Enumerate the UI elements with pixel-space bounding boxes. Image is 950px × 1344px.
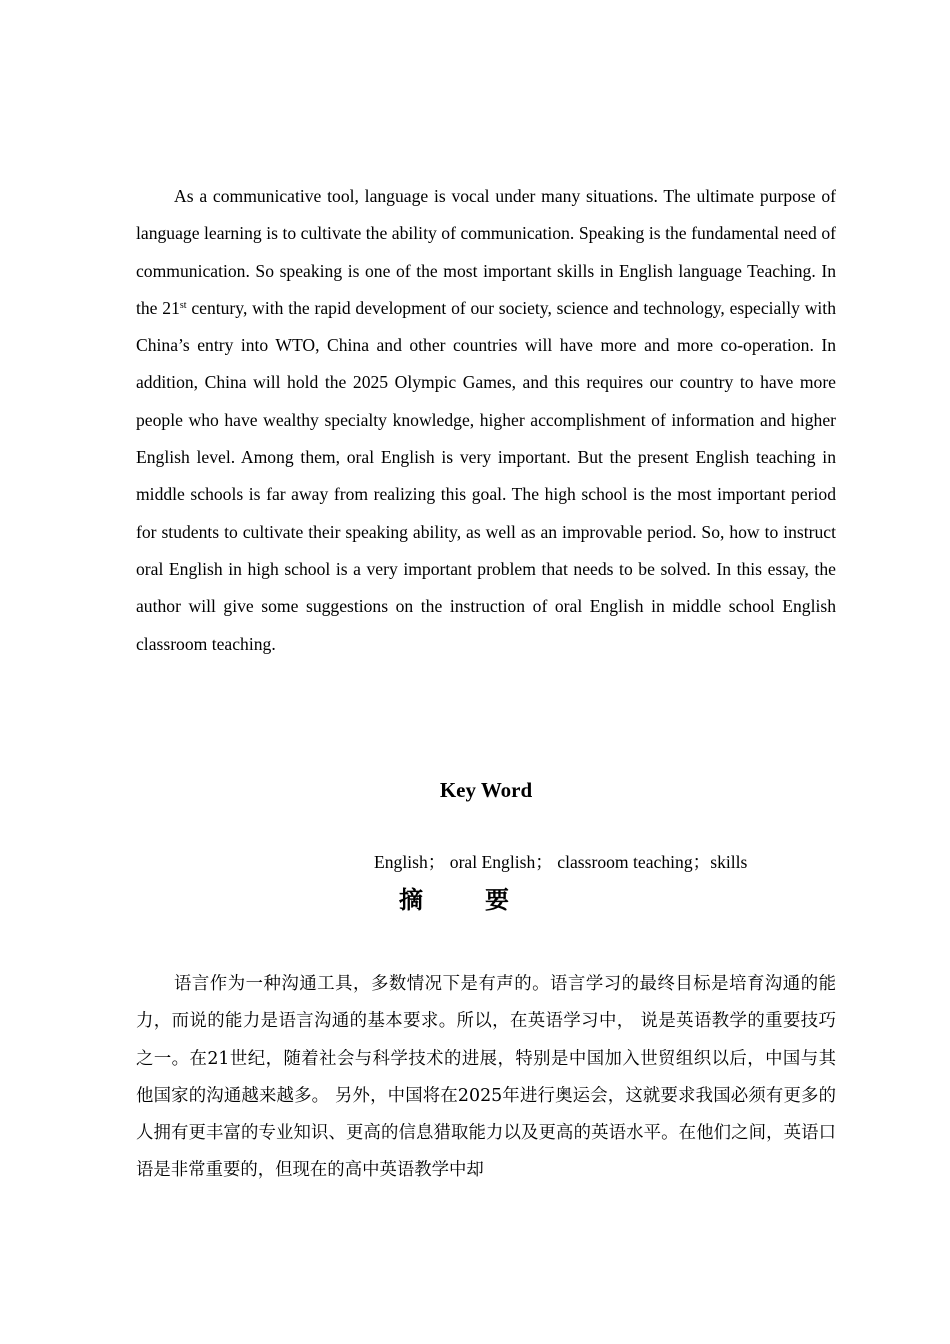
- english-abstract-text-part-1: As a communicative tool, language is vocal under many situations. The ultimate purpose of language learning is to cultivate the ability of communication. Speaking is the fundamental need of communication. So speaking is one of the most important skills in English language Teaching. In the 21: [136, 186, 836, 318]
- keyword-item: oral English；: [449, 852, 553, 872]
- chinese-abstract-heading: [0, 883, 908, 917]
- keyword-item: English；: [374, 852, 446, 872]
- english-abstract-paragraph: [136, 178, 836, 663]
- keywords-heading: Key Word: [439, 778, 533, 802]
- heading-char: 要: [485, 886, 509, 914]
- keyword-item: classroom teaching；: [557, 852, 711, 872]
- heading-char: 摘: [399, 886, 423, 914]
- english-abstract-text-part-2: century, with the rapid development of our society, science and technology, especially with China’s entry into WTO, China and other countries will have more and more co-operation. In addition, China will hold the 2025 Olympic Games, and this requires our country to have more people who have wealthy specialty knowledge, higher accomplishment of information and higher English level. Among them, oral English is very important. But the present English teaching in middle schools is far away from realizing this goal. The high school is the most important period for students to cultivate their speaking ability, as well as an improvable period. So, how to instruct oral English in high school is a very important problem that needs to be solved. In this essay, the author will give some suggestions on the instruction of oral English in middle school English classroom teaching.: [136, 297, 836, 654]
- chinese-abstract-paragraph: 语言作为一种沟通工具，多数情况下是有声的。语言学习的最终目标是培育沟通的能力，而说的能力是语言沟通的基本要求。所以，在英语学习中， 说是英语教学的重要技巧之一。在21世纪，随着社会与科学技术的进展，特别是中国加入世贸组织以后，中国与其他国家的沟通越来越多。 另外，中国将在2025年进行奥运会，这就要求我国必须有更多的人拥有更丰富的专业知识、更高的信息猎取能力以及更高的英语水平。在他们之间，英语口语是非常重要的，但现在的高中英语教学中却: [136, 974, 836, 1181]
- ordinal-superscript: st: [179, 299, 187, 311]
- keyword-item: skills: [710, 852, 748, 872]
- keywords-list: [374, 849, 747, 875]
